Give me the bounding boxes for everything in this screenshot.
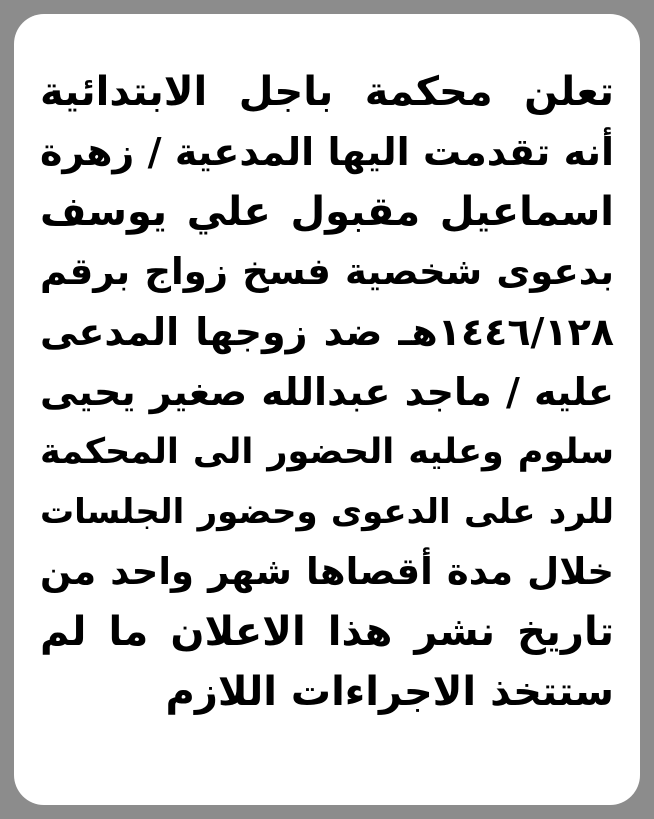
notice-body <box>40 62 614 722</box>
notice-line-11: ستتخذ الاجراءات اللازم <box>165 669 614 715</box>
notice-line-4: بدعوى شخصية فسخ زواج برقم <box>40 250 614 293</box>
notice-line-10: تاريخ نشر هذا الاعلان ما لم <box>40 609 614 655</box>
court-notice-card <box>14 14 640 805</box>
notice-line-6: عليه / ماجد عبدالله صغير يحيى <box>40 370 614 414</box>
notice-line-2: أنه تقدمت اليها المدعية / زهرة <box>40 130 614 174</box>
notice-line-8: للرد على الدعوى وحضور الجلسات <box>40 492 614 532</box>
notice-line-1: تعلن محكمة باجل الابتدائية <box>40 69 614 115</box>
notice-line-5: ١٤٤٦/١٢٨هـ ضد زوجها المدعى <box>40 310 614 354</box>
notice-line-9: خلال مدة أقصاها شهر واحد من <box>40 550 614 593</box>
notice-line-3: اسماعيل مقبول علي يوسف <box>40 189 614 235</box>
notice-line-7: سلوم وعليه الحضور الى المحكمة <box>40 432 614 472</box>
